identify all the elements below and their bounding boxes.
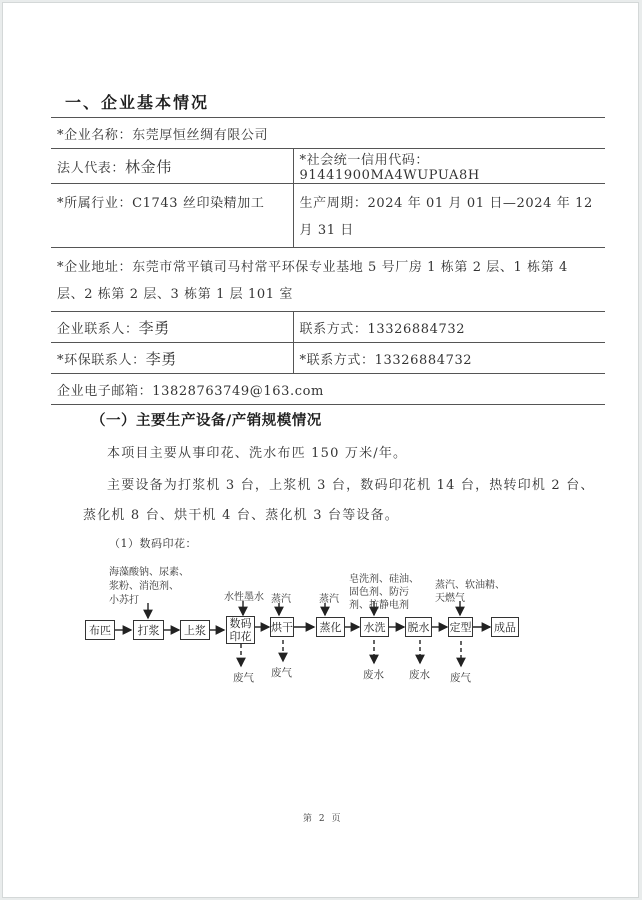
paragraph-equipment-cont: 蒸化机 8 台、烘干机 4 台、蒸化机 3 台等设备。 — [83, 508, 400, 523]
table-row — [51, 374, 605, 405]
table-row — [51, 248, 605, 312]
industry: *所属行业：C1743 丝印染精加工 — [51, 184, 293, 248]
step-shuixi: 水洗 — [360, 617, 389, 637]
contact-cell — [51, 312, 293, 343]
step-shuma-yinhua: 数码印花 — [226, 616, 255, 644]
env-contact-cell — [51, 343, 293, 374]
paragraph-equipment: 主要设备为打浆机 3 台，上浆机 3 台，数码印花机 14 台，热转印机 2 台、 — [107, 478, 595, 493]
company-email: 企业电子邮箱：13828763749@163.com — [51, 374, 605, 405]
output-label-shuixi: 废水 — [363, 669, 384, 681]
company-info-table — [51, 117, 605, 405]
input-label-shuixi: 皂洗剂、硅油、 固色剂、防污 剂、抗静电剂 — [349, 574, 419, 611]
step-shangjiang: 上浆 — [180, 620, 210, 640]
env-contact-phone: *联系方式：13326884732 — [293, 343, 605, 374]
section-title: 一、企业基本情况 — [65, 93, 210, 112]
legal-rep-label: 法人代表： — [57, 160, 126, 176]
contact-name: 李勇 — [138, 318, 170, 337]
contact-phone: 联系方式：13326884732 — [293, 312, 605, 343]
step-chengpin: 成品 — [491, 617, 519, 637]
input-label-dajiang: 海藻酸钠、尿素、 浆粉、消泡剂、 小苏打 — [109, 567, 189, 606]
table-row — [51, 149, 605, 184]
company-name: *企业名称：东莞厚恒丝绸有限公司 — [51, 118, 605, 149]
paragraph-scale: 本项目主要从事印花、洗水布匹 150 万米/年。 — [107, 446, 408, 461]
legal-rep-name: 林金伟 — [125, 157, 172, 176]
step-dingxing: 定型 — [448, 617, 473, 637]
env-contact-label: *环保联系人： — [57, 352, 146, 368]
input-label-dingxing: 蒸汽、软油精、 天燃气 — [435, 580, 505, 604]
step-dajiang: 打浆 — [133, 620, 164, 640]
table-row — [51, 118, 605, 149]
input-label-zhenghua: 蒸汽 — [319, 594, 339, 605]
step-bupi: 布匹 — [85, 620, 115, 640]
output-label-honggan: 废气 — [271, 667, 292, 679]
table-row — [51, 343, 605, 374]
env-contact-name: 李勇 — [145, 349, 177, 368]
input-label-shuma: 水性墨水 — [224, 592, 264, 603]
page-number: 第 2 页 — [303, 814, 343, 824]
output-label-tuoshui: 废水 — [409, 669, 430, 681]
input-label-honggan: 蒸汽 — [271, 594, 291, 605]
step-tuoshui: 脱水 — [405, 617, 432, 637]
process-flow-diagram — [73, 563, 553, 703]
contact-label: 企业联系人： — [57, 321, 139, 337]
production-period: 生产周期：2024 年 01 月 01 日—2024 年 12 月 31 日 — [293, 184, 605, 248]
output-label-shuma: 废气 — [233, 672, 254, 684]
step-zhenghua: 蒸化 — [316, 617, 345, 637]
step-honggan: 烘干 — [270, 617, 294, 637]
output-label-dingxing: 废气 — [450, 672, 471, 684]
process-heading: （1）数码印花： — [109, 537, 197, 550]
document-page — [2, 2, 639, 898]
legal-rep-cell — [51, 149, 293, 184]
company-address: *企业地址：东莞市常平镇司马村常平环保专业基地 5 号厂房 1 栋第 2 层、1 栋第 4 层、2 栋第 2 层、3 栋第 1 层 101 室 — [51, 248, 605, 312]
credit-code: *社会统一信用代码：91441900MA4WUPUA8H — [293, 149, 605, 184]
subsection-title: （一）主要生产设备/产销规模情况 — [91, 413, 322, 429]
table-row — [51, 184, 605, 248]
table-row — [51, 312, 605, 343]
